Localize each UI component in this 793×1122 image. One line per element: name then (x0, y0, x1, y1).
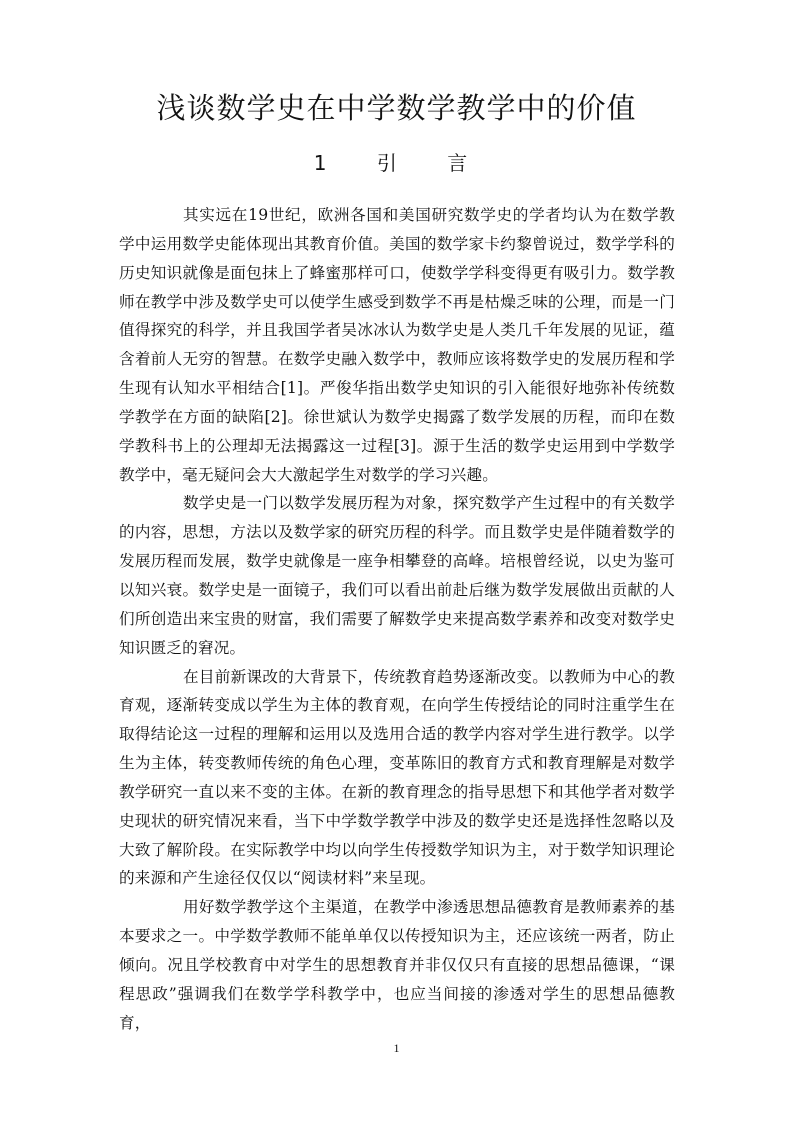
document-title: 浅谈数学史在中学数学教学中的价值 (156, 91, 637, 125)
paragraph-3: 在目前新课改的大背景下，传统教育趋势逐渐改变。以教师为中心的教育观，逐渐转变成以学生为主体的教育观，在向学生传授结论的同时注重学生在取得结论这一过程的理解和运用以及选用合适的教学内容对学生进行教学。以学生为主体，转变教师传统的角色心理，变革陈旧的教育方式和教育理解是对数学教学研究一直以来不变的主体。在新的教育理念的指导思想下和其他学者对数学史现状的研究情况来看，当下中学数学教学中涉及的数学史还是选择性忽略以及大致了解阶段。在实际教学中均以向学生传授数学知识为主，对于数学知识理论的来源和产生途径仅仅以“阅读材料”来呈现。 (119, 667, 675, 888)
page-number: 1 (393, 1041, 400, 1055)
paragraph-4: 用好数学教学这个主渠道，在教学中渗透思想品德教育是教师素养的基本要求之一。中学数学教师不能单单仅以传授知识为主，还应该统一两者，防止倾向。况且学校教育中对学生的思想教育并非仅仅只有直接的思想品德课，“课程思政”强调我们在数学学科教学中，也应当间接的渗透对学生的思想品德教育， (119, 898, 675, 1032)
section-heading: 1 引 言 (313, 151, 480, 175)
paragraph-2: 数学史是一门以数学发展历程为对象，探究数学产生过程中的有关数学的内容，思想，方法以及数学家的研究历程的科学。而且数学史是伴随着数学的发展历程而发展，数学史就像是一座争相攀登的高峰。培根曾经说，以史为鉴可以知兴衰。数学史是一面镜子，我们可以看出前赴后继为数学发展做出贡献的人们所创造出来宝贵的财富，我们需要了解数学史来提高数学素养和改变对数学史知识匮乏的窘况。 (119, 494, 675, 657)
paragraph-1: 其实远在19世纪，欧洲各国和美国研究数学史的学者均认为在数学教学中运用数学史能体现出其教育价值。美国的数学家卡约黎曾说过，数学学科的历史知识就像是面包抹上了蜂蜜那样可口，使数学学科变得更有吸引力。数学教师在教学中涉及数学史可以使学生感受到数学不再是枯燥乏味的公理，而是一门值得探究的科学，并且我国学者吴冰冰认为数学史是人类几千年发展的见证，蕴含着前人无穷的智慧。在数学史融入数学中，教师应该将数学史的发展历程和学生现有认知水平相结合[1]。严俊华指出数学史知识的引入能很好地弥补传统数学教学在方面的缺陷[2]。徐世斌认为数学史揭露了数学发展的历程，而印在数学教科书上的公理却无法揭露这一过程[3]。源于生活的数学史运用到中学数学教学中，毫无疑问会大大激起学生对数学的学习兴趣。 (119, 206, 675, 484)
body-text (119, 201, 675, 1037)
